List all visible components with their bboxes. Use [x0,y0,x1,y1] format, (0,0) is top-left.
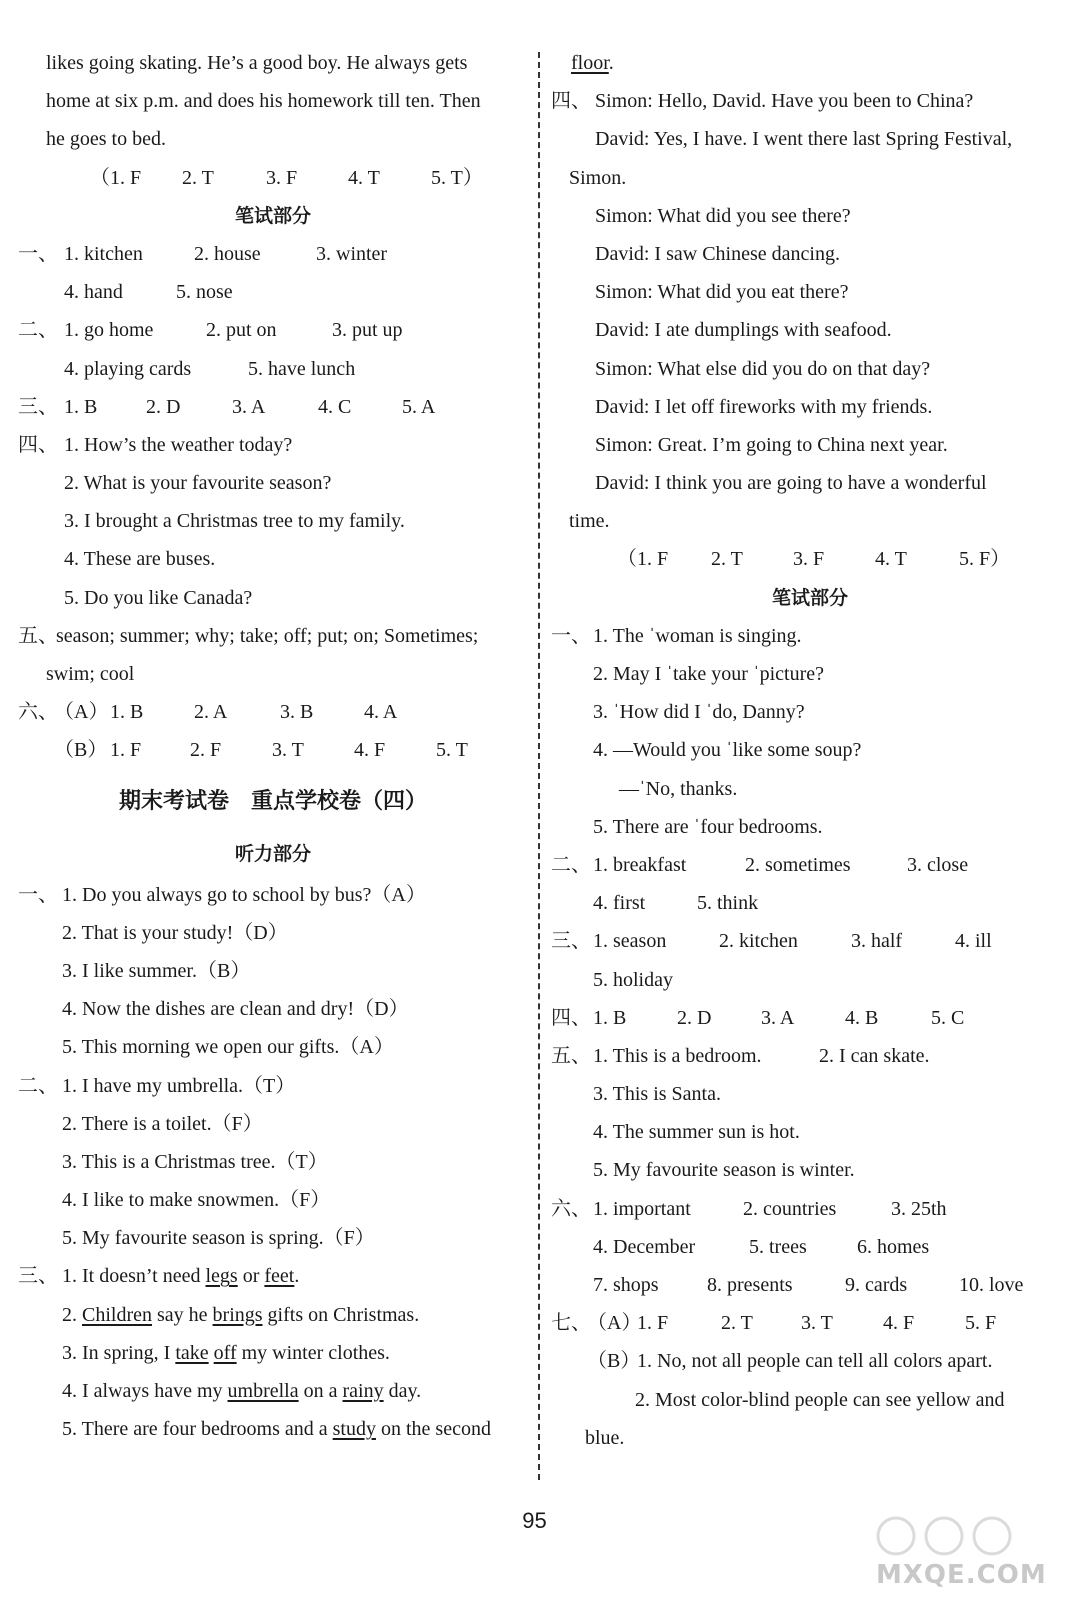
answer-row: 二、 1. breakfast 2. sometimes 3. close [551,853,969,876]
dialogue-line: Simon: What did you eat there? [595,281,849,304]
answer-row: blue. [585,1426,625,1449]
text-line: he goes to bed. [46,128,166,151]
answer-row: —ˈNo, thanks. [619,777,738,800]
answer-row: 四、 1. How’s the weather today? [18,433,293,456]
right-column [551,44,1055,1457]
answer-row: 5. Do you like Canada? [64,586,253,609]
answer-row: 三、 1. It doesn’t need legs or feet. [18,1265,300,1288]
answer-row: 4. Now the dishes are clean and dry!（D） [62,998,409,1021]
underlined-word: Children [82,1303,152,1326]
dialogue-line: David: Yes, I have. I went there last Spring Festival, [595,128,1013,151]
underlined-word: rainy [342,1380,384,1402]
answer-row: 2. There is a toilet.（F） [62,1112,263,1135]
answer-row: 三、 1. B 2. D 3. A 4. C 5. A [18,395,436,418]
column-divider [538,52,540,1480]
dialogue-line: Simon. [569,166,627,189]
answer-row: 5. holiday [593,968,673,991]
underlined-word: floor [571,52,609,74]
dialogue-line: Simon: Great. I’m going to China next year. [595,433,948,456]
answer-row: 4. hand 5. nose [64,281,233,304]
answer-row: 三、 1. season 2. kitchen 3. half 4. ill [551,930,992,953]
answer-row: 4. December 5. trees 6. homes [593,1235,930,1258]
dialogue-line: David: I think you are going to have a wonderful [595,472,987,495]
tf-answers: （1. F 2. T 3. F 4. T 5. F） [617,548,1011,571]
answer-row: 六、 1. important 2. countries 3. 25th [551,1197,947,1220]
dialogue-line: 四、 Simon: Hello, David. Have you been to China? [551,90,974,113]
answer-row: 六、 （A） 1. B 2. A 3. B 4. A [18,701,398,724]
dialogue-line: David: I ate dumplings with seafood. [595,319,892,342]
underlined-word: study [332,1418,376,1441]
page-number: 95 [522,1508,547,1533]
underlined-word: feet [264,1265,295,1288]
dialogue-line: time. [569,510,610,533]
answer-row: 二、 1. go home 2. put on 3. put up [18,319,403,342]
answer-row: 一、 1. Do you always go to school by bus?（A） [18,883,426,906]
answer-row: 5. My favourite season is winter. [593,1159,855,1182]
exam-title: 期末考试卷 重点学校卷（四） [118,788,427,814]
answer-row: 4. —Would you ˈlike some soup? [593,739,862,762]
answer-row: 2. Most color-blind people can see yellow and [635,1388,1005,1411]
answer-row: （B） 1. F 2. F 3. T 4. F 5. T [54,739,468,762]
watermark-text: MXQE.COM [876,1560,1047,1590]
answer-row: 7. shops 8. presents 9. cards 10. love [593,1274,1024,1296]
answer-row: 七、 （A） 1. F 2. T 3. T 4. F 5. F [551,1312,997,1335]
tf-answers: （1. F 2. T 3. F 4. T 5. T） [90,166,483,189]
answer-row: 3. This is a Christmas tree.（T） [62,1150,328,1173]
answer-row: 五、 season; summer; why; take; off; put; on; Sometimes; [18,624,479,647]
answer-row: 2. Children say he brings gifts on Christmas. [62,1303,420,1326]
left-column [18,44,528,1448]
answer-row: 2. What is your favourite season? [64,472,332,495]
section-heading: 笔试部分 [771,586,848,609]
answer-row: 5. This morning we open our gifts.（A） [62,1036,394,1059]
text-line: likes going skating. He’s a good boy. He always gets [46,52,468,74]
dialogue-line: Simon: What did you see there? [595,204,851,227]
dialogue-line: Simon: What else did you do on that day? [595,357,931,380]
dialogue-line: David: I let off fireworks with my friends. [595,395,933,418]
underlined-word: umbrella [227,1380,299,1402]
answer-row: 一、 1. kitchen 2. house 3. winter [18,242,388,265]
answer-row: 2. That is your study!（D） [62,921,288,944]
answer-row: 4. These are buses. [64,548,216,571]
underlined-word: take [175,1341,209,1364]
text-line: home at six p.m. and does his homework till ten. Then [46,90,481,113]
underlined-word: brings [212,1303,263,1326]
answer-row: 五、 1. This is a bedroom. 2. I can skate. [551,1044,930,1067]
underlined-word: legs [205,1265,238,1288]
text-line: floor. [571,52,614,74]
answer-row: （B） 1. No, not all people can tell all colors apart. [587,1350,993,1373]
answer-row: 二、 1. I have my umbrella.（T） [18,1074,296,1097]
answer-row: 4. playing cards 5. have lunch [64,357,356,380]
answer-row: 5. There are ˈfour bedrooms. [593,815,823,838]
answer-row: 四、 1. B 2. D 3. A 4. B 5. C [551,1006,965,1029]
answer-row: 4. first 5. think [593,892,759,915]
section-heading: 听力部分 [234,842,311,865]
answer-row: 3. This is Santa. [593,1083,721,1106]
answer-row: 3. I brought a Christmas tree to my family. [64,510,405,533]
answer-row: 4. I always have my umbrella on a rainy day. [62,1380,422,1402]
answer-row: 3. ˈHow did I ˈdo, Danny? [593,701,805,724]
answer-row: 5. There are four bedrooms and a study on the second [62,1418,491,1441]
answer-row: 3. In spring, I take off my winter clothes. [62,1341,390,1364]
answer-row: 2. May I ˈtake your ˈpicture? [593,663,825,685]
answer-row: 4. The summer sun is hot. [593,1121,800,1144]
answer-row: 一、 1. The ˈwoman is singing. [551,624,802,647]
answer-row: 5. My favourite season is spring.（F） [62,1227,375,1250]
answer-row: 4. I like to make snowmen.（F） [62,1189,331,1212]
section-heading: 笔试部分 [234,204,311,227]
answer-row: 3. I like summer.（B） [62,959,251,982]
underlined-word: off [213,1341,237,1364]
dialogue-line: David: I saw Chinese dancing. [595,242,840,265]
answer-row: swim; cool [46,663,135,685]
